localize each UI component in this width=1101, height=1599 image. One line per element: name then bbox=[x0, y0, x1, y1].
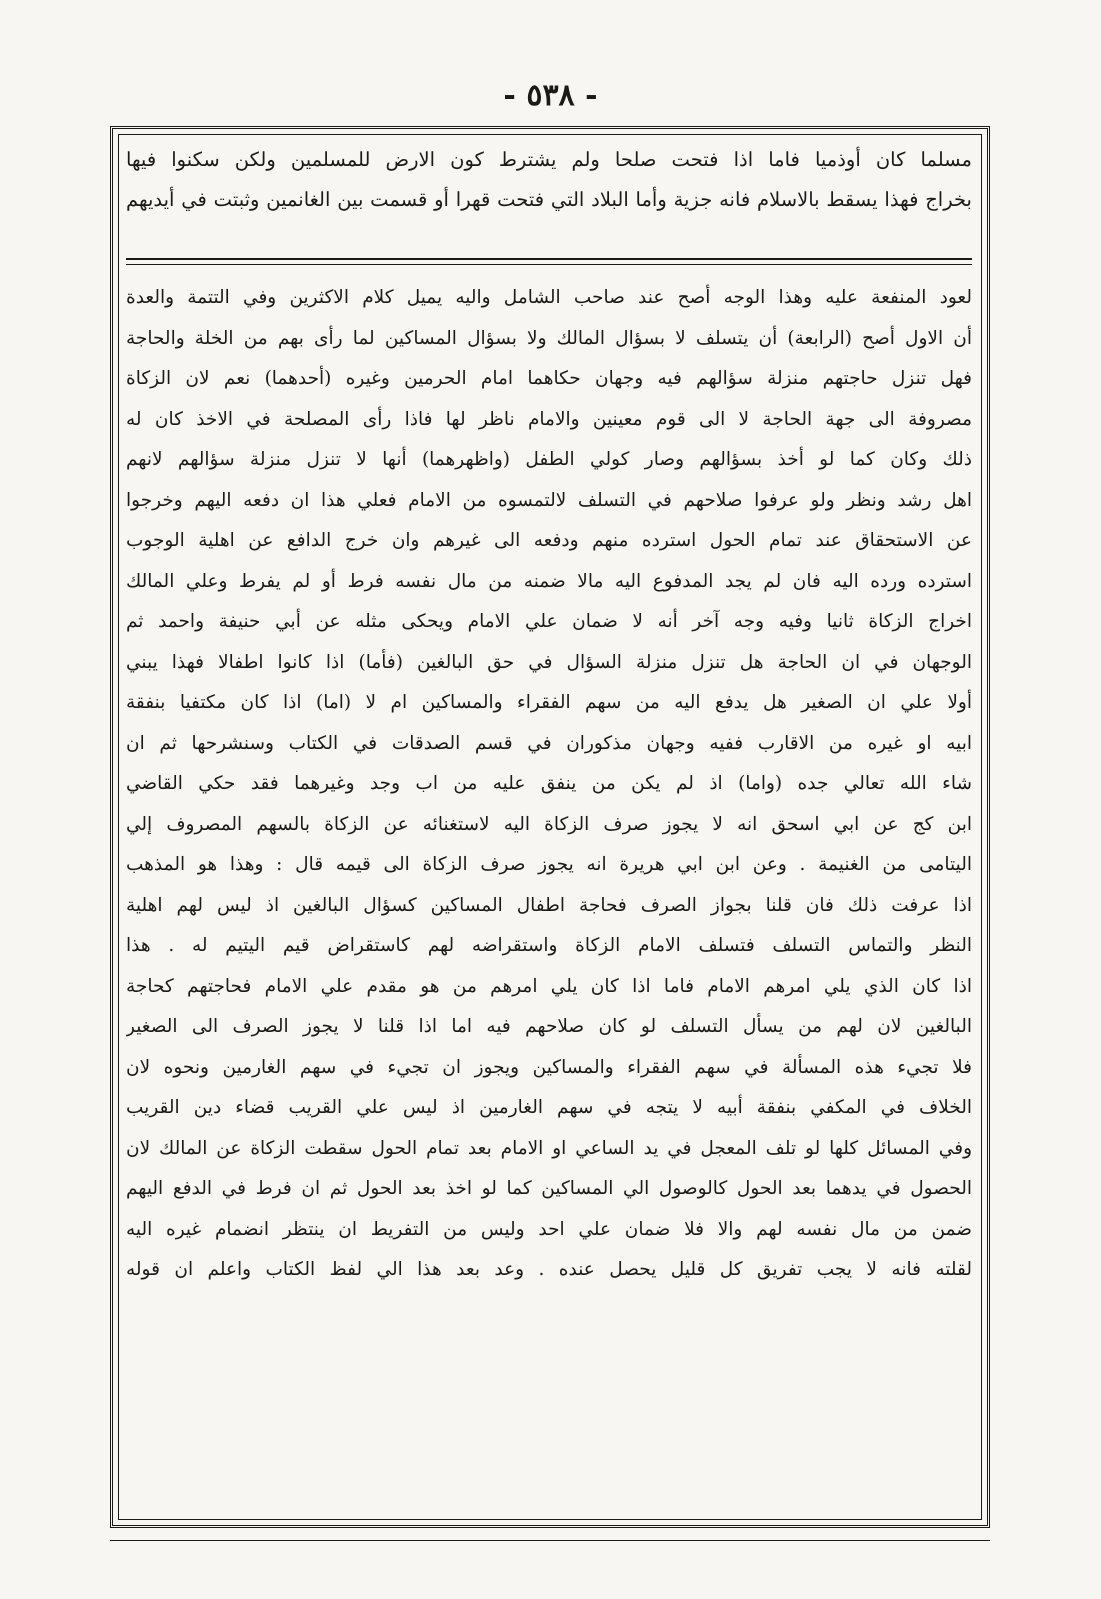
text-line: لقلته فانه لا يجب تفريق كل قليل يحصل عنده . وعد بعد هذا الي لفظ الكتاب واعلم ان قوله bbox=[126, 1259, 972, 1280]
text-line: أن الاول أصح (الرابعة) أن يتسلف لا بسؤال المالك ولا بسؤال المساكين لما رأى بهم من الخلة والحاجة bbox=[126, 327, 972, 349]
text-line: اليتامى من الغنيمة . وعن ابن ابي هريرة انه يجوز صرف الزكاة الى قيمه قال : وهذا هو المذهب bbox=[126, 854, 972, 875]
top-text-block bbox=[126, 140, 972, 250]
text-line: مصروفة الى جهة الحاجة لا الى قوم معينين والامام ناظر لها فاذا رأى المصلحة في الاخذ كان له bbox=[126, 408, 972, 430]
text-line: بخراج فهذا يسقط بالاسلام فانه جزية وأما البلاد التي فتحت قهرا أو قسمت بين الغانمين وثبتت في أيديهم bbox=[126, 188, 972, 211]
body-text-block bbox=[126, 278, 972, 1508]
separator-rule bbox=[126, 258, 972, 260]
text-line: لعود المنفعة عليه وهذا الوجه أصح عند صاحب الشامل واليه يميل كلام الاكثرين وفي التتمة والعدة bbox=[126, 287, 972, 308]
text-line: ذلك وكان كما لو أخذ بسؤالهم وصار كولي الطفل (واظهرهما) أنها لا تنزل منزلة سؤالهم لانهم bbox=[126, 449, 972, 470]
text-line: الوجهان في ان الحاجة هل تنزل منزلة السؤال في حق البالغين (فأما) اذا كانوا اطفالا فهذا يبني bbox=[126, 651, 972, 673]
text-line: اخراج الزكاة ثانيا وفيه وجه آخر أنه لا ضمان علي الامام ويحكى مثله عن أبي حنيفة واحمد ثم bbox=[126, 611, 972, 632]
text-line: عن الاستحقاق عند تمام الحول استرده منهم ودفعه الى غيرهم وان خرج الدافع عن اهلية الوجوب bbox=[126, 530, 972, 551]
text-line: استرده ورده اليه فان لم يجد المدفوع اليه مالا ضمنه من مال نفسه فرط أو لم يفرط وعلي المالك bbox=[126, 570, 972, 592]
text-line: الخلاف في المكفي بنفقة أبيه لا يتجه في سهم الغارمين اذ ليس علي القريب قضاء دين القريب bbox=[126, 1097, 972, 1118]
text-line: ابيه او غيره من الاقارب ففيه وجهان مذكوران في قسم الصدقات في الكتاب وسنشرحها ثم ان bbox=[126, 732, 972, 754]
text-line: ضمن من مال نفسه لهم والا فلا ضمان علي احد وليس من التفريط ان ينتظر انضمام غيره اليه bbox=[126, 1218, 972, 1240]
text-line: فلا تجيء هذه المسألة في سهم الفقراء والمساكين ويجوز ان تجيء في سهم الغارمين ونحوه لان bbox=[126, 1056, 972, 1078]
text-line: وفي المسائل كلها لو تلف المعجل في يد الساعي او الامام بعد تمام الحول سقطت الزكاة عن المالك لان bbox=[126, 1137, 972, 1159]
text-line: فهل تنزل حاجتهم منزلة سؤالهم فيه وجهان حكاهما امام الحرمين وغيره (أحدهما) نعم لان الزكاة bbox=[126, 368, 972, 389]
text-line: البالغين لان لهم من يسأل التسلف لو كان صلاحهم فيه اما اذا قلنا لا يجوز الصرف الى الصغير bbox=[126, 1016, 972, 1037]
page-number: - ٥٣٨ - bbox=[503, 78, 598, 113]
text-line: اذا عرفت ذلك فان قلنا بجواز الصرف فحاجة اطفال المساكين كسؤال البالغين اذ ليس لهم اهلية bbox=[126, 894, 972, 916]
text-line: مسلما كان أوذميا فاما اذا فتحت صلحا ولم يشترط كون الارض للمسلمين ولكن سكنوا فيها bbox=[126, 148, 972, 171]
text-line: أولا علي ان الصغير هل يدفع اليه من سهم الفقراء والمساكين ام لا (اما) اذا كان مكتفيا بنفقة bbox=[126, 692, 972, 713]
text-line: شاء الله تعالي جده (واما) اذ لم يكن من ينفق عليه من اب وجد وغيرهما فقد حكي القاضي bbox=[126, 773, 972, 794]
text-line: الحصول في يدهما بعد الحول كالوصول الي المساكين كما لو اخذ بعد الحول ثم ان فرط في الدفع اليهم bbox=[126, 1178, 972, 1199]
text-line: اهل رشد ونظر ولو عرفوا صلاحهم في التسلف لالتمسوه من الامام فعلي هذا ان دفعه اليهم وخرجوا bbox=[126, 489, 972, 511]
separator-rule bbox=[126, 264, 972, 265]
text-line: ابن كج عن ابي اسحق انه لا يجوز صرف الزكاة اليه لاستغنائه عن الزكاة بالسهم المصروف إلي bbox=[126, 813, 972, 835]
bottom-rule bbox=[110, 1540, 990, 1541]
text-line: النظر والتماس التسلف فتسلف الامام الزكاة واستقراضه لهم كاستقراض قيم اليتيم له . هذا bbox=[126, 935, 972, 956]
text-line: اذا كان الذي يلي امرهم الامام فاما اذا كان يلي امرهم من هو مقدم علي الامام فحاجتهم كحاجة bbox=[126, 975, 972, 997]
